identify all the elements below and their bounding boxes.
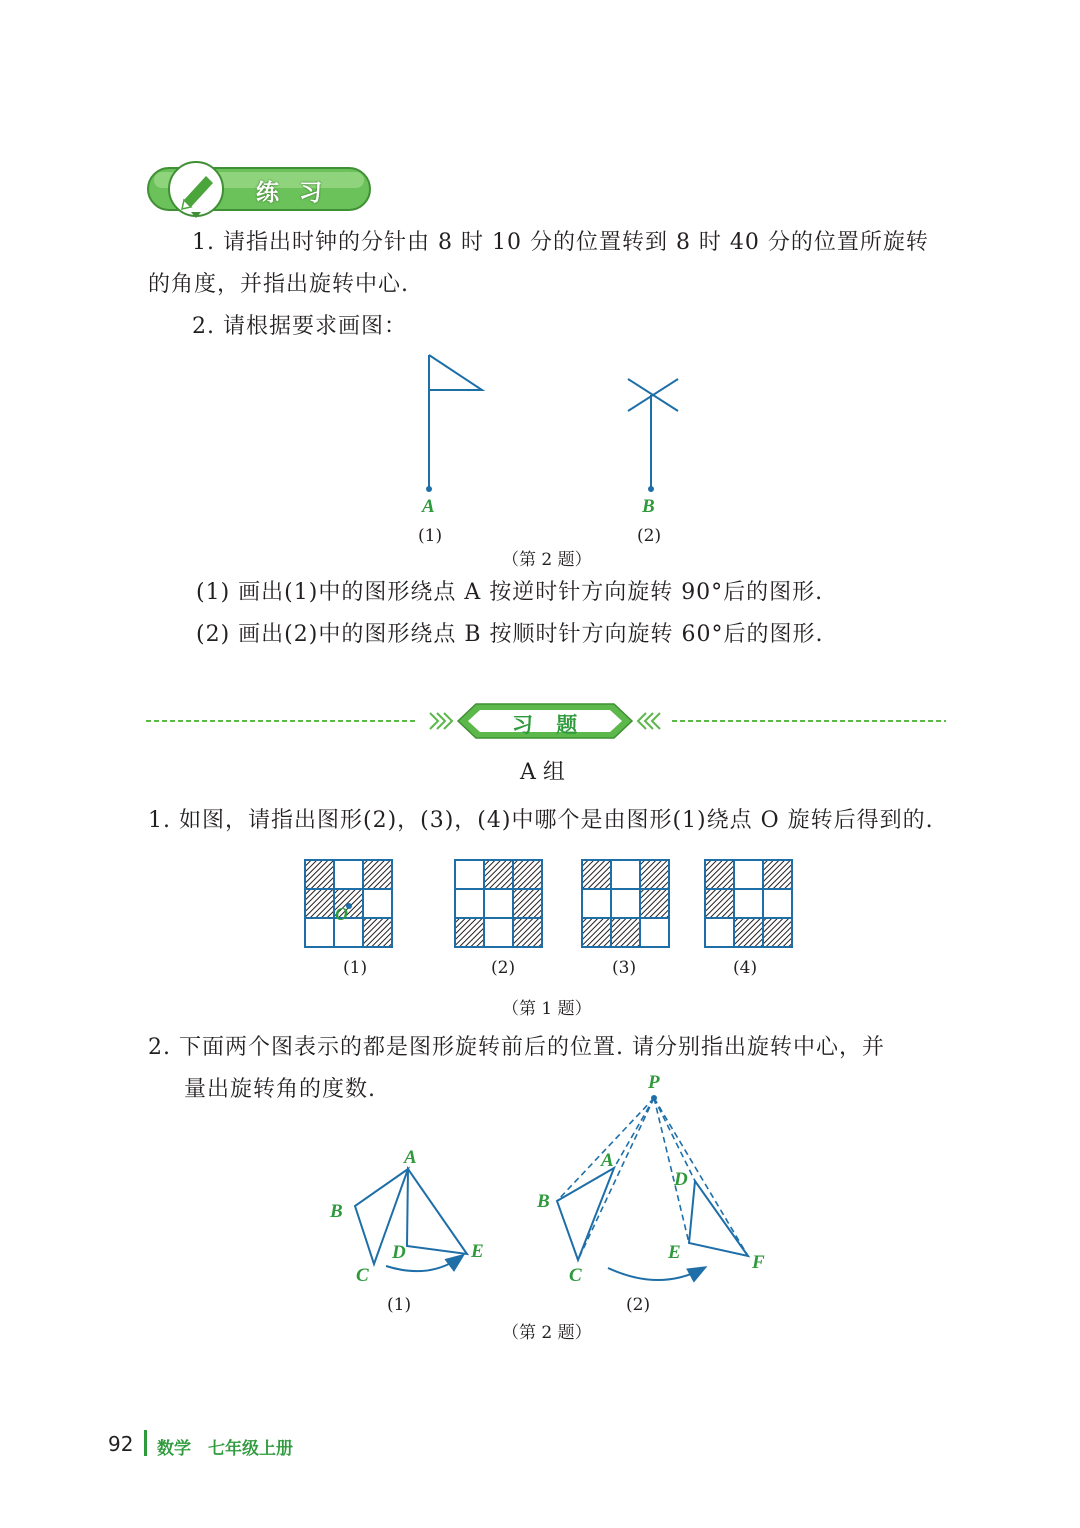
exercises-q2-line2: 量出旋转角的度数. [184, 1077, 376, 1102]
fig1-label-e: E [471, 1241, 484, 1262]
rotation-figures [320, 1070, 790, 1290]
exercises-badge-label: 习 题 [512, 713, 586, 737]
triangle-ade [407, 1169, 467, 1254]
fig2-label-f: F [752, 1252, 765, 1273]
fig1-label-a: A [404, 1147, 417, 1168]
fig2-label-e: E [668, 1242, 681, 1263]
grid-1 [305, 860, 392, 947]
group-title: A 组 [520, 760, 565, 785]
chevron-right-icon [430, 713, 438, 729]
flag-triangle [429, 355, 482, 390]
practice-sub2: (2) 画出(2)中的图形绕点 B 按顺时针方向旋转 60°后的图形. [196, 622, 824, 647]
triangle-abc-2 [557, 1168, 614, 1260]
practice-q1-line2: 的角度，并指出旋转中心. [148, 272, 409, 297]
grid-caption-1: (1) [343, 958, 368, 978]
point-p [651, 1095, 657, 1101]
triangle-def [689, 1181, 748, 1256]
fig1-label-b: B [330, 1201, 343, 1222]
grid-caption-3: (3) [612, 958, 637, 978]
grid-3 [582, 860, 669, 947]
footer-divider [144, 1430, 147, 1456]
rotation-figure-1 [355, 1169, 467, 1271]
fig1-label-d: D [392, 1242, 406, 1263]
fig2-label-b: B [537, 1191, 550, 1212]
page-number: 92 [108, 1432, 134, 1456]
book-title: 数学 七年级上册 [157, 1439, 293, 1459]
fig2-label-p: P [648, 1072, 660, 1093]
label-o: O [335, 904, 348, 924]
practice-fig-caption-1: (1) [418, 526, 443, 546]
label-b: B [642, 496, 655, 517]
rotation-figure-2 [557, 1098, 748, 1280]
grid-caption-4: (4) [733, 958, 758, 978]
point-a [426, 486, 432, 492]
grids-figure [300, 855, 800, 955]
q2-caption-2: (2) [626, 1295, 651, 1315]
exercises-q2-line1: 2. 下面两个图表示的都是图形旋转前后的位置. 请分别指出旋转中心，并 [148, 1035, 885, 1060]
practice-fig-caption-2: (2) [637, 526, 662, 546]
grid-2 [455, 860, 542, 947]
q1-fig-title: （第 1 题） [502, 999, 592, 1019]
grid-caption-2: (2) [491, 958, 516, 978]
grid-4 [705, 860, 792, 947]
fig1-label-c: C [356, 1265, 369, 1286]
chevron-left-icon [652, 713, 660, 729]
practice-q2: 2. 请根据要求画图： [192, 314, 407, 339]
exercises-q1: 1. 如图，请指出图形(2)，(3)，(4)中哪个是由图形(1)绕点 O 旋转后得到的. [148, 808, 934, 833]
rotation-arrow-2 [608, 1268, 704, 1280]
practice-fig-title: （第 2 题） [502, 550, 592, 570]
practice-sub1: (1) 画出(1)中的图形绕点 A 按逆时针方向旋转 90°后的图形. [196, 580, 824, 605]
point-b [648, 486, 654, 492]
fig2-label-a: A [601, 1150, 614, 1171]
practice-figure [400, 345, 700, 525]
fig2-label-d: D [674, 1169, 688, 1190]
fig2-label-c: C [569, 1265, 582, 1286]
q2-caption-1: (1) [387, 1295, 412, 1315]
practice-badge-label: 练 习 [256, 180, 329, 206]
q2-fig-title: （第 2 题） [502, 1323, 592, 1343]
label-a: A [422, 496, 435, 517]
practice-q1-line1: 1. 请指出时钟的分针由 8 时 10 分的位置转到 8 时 40 分的位置所旋转 [192, 230, 929, 255]
